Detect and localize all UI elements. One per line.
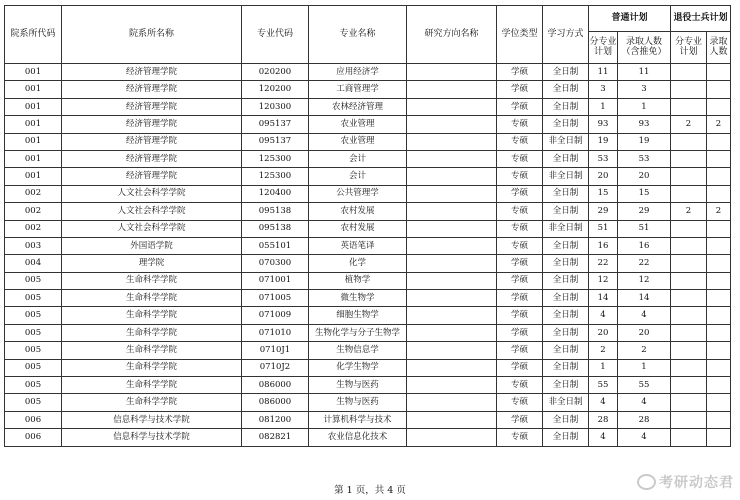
table-row: [5, 255, 731, 272]
cell-veteran-admit: [707, 237, 731, 254]
cell-major-code: 095138: [242, 220, 309, 237]
cell-dept-name: 人文社会科学学院: [62, 185, 242, 202]
cell-veteran-admit: [707, 394, 731, 411]
table-row: [5, 220, 731, 237]
cell-regular-plan: 55: [589, 377, 618, 394]
table-row: [5, 98, 731, 115]
cell-regular-plan: 11: [589, 64, 618, 81]
table-row: [5, 290, 731, 307]
cell-veteran-plan: [671, 394, 707, 411]
header-research-direction: 研究方向名称: [407, 6, 497, 64]
cell-veteran-admit: [707, 64, 731, 81]
cell-degree-type: 学硕: [497, 81, 543, 98]
cell-major-code: 0710J2: [242, 359, 309, 376]
cell-regular-plan: 3: [589, 81, 618, 98]
cell-research-direction: [407, 307, 497, 324]
cell-dept-name: 信息科学与技术学院: [62, 411, 242, 428]
cell-degree-type: 学硕: [497, 342, 543, 359]
table-row: [5, 324, 731, 341]
cell-major-code: 082821: [242, 429, 309, 446]
cell-dept-code: 001: [5, 116, 62, 133]
cell-study-mode: 全日制: [543, 185, 589, 202]
header-study-mode: 学习方式: [543, 6, 589, 64]
cell-major-name: 植物学: [309, 272, 407, 289]
cell-major-name: 生物化学与分子生物学: [309, 324, 407, 341]
header-major-code: 专业代码: [242, 6, 309, 64]
cell-research-direction: [407, 255, 497, 272]
cell-major-name: 微生物学: [309, 290, 407, 307]
cell-major-name: 细胞生物学: [309, 307, 407, 324]
table-header: [5, 6, 731, 64]
cell-major-code: 020200: [242, 64, 309, 81]
cell-major-name: 化学: [309, 255, 407, 272]
cell-degree-type: 学硕: [497, 359, 543, 376]
cell-regular-admit: 4: [618, 307, 671, 324]
cell-dept-code: 001: [5, 81, 62, 98]
cell-veteran-plan: [671, 359, 707, 376]
cell-dept-name: 经济管理学院: [62, 81, 242, 98]
table-row: [5, 411, 731, 428]
table-row: [5, 377, 731, 394]
cell-regular-plan: 29: [589, 203, 618, 220]
cell-veteran-admit: [707, 81, 731, 98]
cell-study-mode: 全日制: [543, 429, 589, 446]
cell-veteran-admit: [707, 255, 731, 272]
cell-dept-name: 生命科学学院: [62, 359, 242, 376]
cell-dept-code: 003: [5, 237, 62, 254]
cell-dept-name: 生命科学学院: [62, 394, 242, 411]
cell-veteran-plan: [671, 168, 707, 185]
cell-regular-admit: 16: [618, 237, 671, 254]
header-major-name: 专业名称: [309, 6, 407, 64]
cell-degree-type: 专硕: [497, 237, 543, 254]
cell-study-mode: 全日制: [543, 237, 589, 254]
cell-major-code: 071009: [242, 307, 309, 324]
cell-research-direction: [407, 394, 497, 411]
header-veteran-sub-plan: 分专业计划: [671, 32, 707, 64]
cell-regular-admit: 12: [618, 272, 671, 289]
cell-dept-name: 生命科学学院: [62, 377, 242, 394]
cell-dept-code: 002: [5, 203, 62, 220]
cell-degree-type: 学硕: [497, 290, 543, 307]
cell-dept-name: 生命科学学院: [62, 272, 242, 289]
header-dept-code: 院系所代码: [5, 6, 62, 64]
cell-dept-name: 生命科学学院: [62, 324, 242, 341]
cell-veteran-admit: [707, 324, 731, 341]
cell-veteran-admit: [707, 220, 731, 237]
table-row: [5, 203, 731, 220]
cell-dept-code: 005: [5, 394, 62, 411]
cell-dept-name: 信息科学与技术学院: [62, 429, 242, 446]
table-row: [5, 394, 731, 411]
cell-study-mode: 非全日制: [543, 220, 589, 237]
cell-major-code: 0710J1: [242, 342, 309, 359]
cell-research-direction: [407, 133, 497, 150]
cell-dept-name: 经济管理学院: [62, 133, 242, 150]
cell-study-mode: 全日制: [543, 81, 589, 98]
cell-dept-code: 006: [5, 411, 62, 428]
table-row: [5, 342, 731, 359]
cell-degree-type: 学硕: [497, 272, 543, 289]
cell-regular-admit: 28: [618, 411, 671, 428]
cell-veteran-plan: [671, 81, 707, 98]
cell-dept-code: 002: [5, 220, 62, 237]
cell-veteran-plan: [671, 98, 707, 115]
cell-dept-code: 006: [5, 429, 62, 446]
cell-study-mode: 全日制: [543, 203, 589, 220]
watermark-text: 考研动态君: [659, 475, 734, 491]
table-row: [5, 359, 731, 376]
cell-major-name: 农村发展: [309, 220, 407, 237]
cell-major-name: 英语笔译: [309, 237, 407, 254]
cell-research-direction: [407, 116, 497, 133]
table-body: [5, 64, 731, 447]
cell-dept-name: 理学院: [62, 255, 242, 272]
cell-major-name: 农业信息化技术: [309, 429, 407, 446]
cell-regular-plan: 28: [589, 411, 618, 428]
table-row: [5, 168, 731, 185]
cell-regular-admit: 93: [618, 116, 671, 133]
cell-major-name: 生物与医药: [309, 377, 407, 394]
cell-regular-plan: 2: [589, 342, 618, 359]
cell-research-direction: [407, 81, 497, 98]
cell-regular-admit: 15: [618, 185, 671, 202]
cell-regular-plan: 51: [589, 220, 618, 237]
cell-regular-plan: 14: [589, 290, 618, 307]
cell-research-direction: [407, 185, 497, 202]
cell-research-direction: [407, 237, 497, 254]
cell-dept-code: 002: [5, 185, 62, 202]
cell-study-mode: 全日制: [543, 272, 589, 289]
cell-major-code: 086000: [242, 377, 309, 394]
cell-study-mode: 全日制: [543, 116, 589, 133]
cell-study-mode: 全日制: [543, 377, 589, 394]
cell-regular-plan: 12: [589, 272, 618, 289]
weibo-icon: [637, 474, 656, 490]
cell-dept-code: 001: [5, 98, 62, 115]
cell-veteran-plan: [671, 133, 707, 150]
cell-research-direction: [407, 64, 497, 81]
header-veteran-plan: 退役士兵计划: [671, 6, 731, 32]
cell-major-code: 125300: [242, 168, 309, 185]
cell-regular-admit: 1: [618, 98, 671, 115]
cell-research-direction: [407, 411, 497, 428]
cell-dept-name: 外国语学院: [62, 237, 242, 254]
cell-dept-name: 经济管理学院: [62, 98, 242, 115]
cell-dept-code: 005: [5, 377, 62, 394]
cell-major-code: 086000: [242, 394, 309, 411]
cell-major-code: 120300: [242, 98, 309, 115]
admission-plan-table: [4, 5, 731, 447]
cell-veteran-plan: [671, 237, 707, 254]
cell-veteran-plan: [671, 185, 707, 202]
cell-degree-type: 专硕: [497, 394, 543, 411]
cell-study-mode: 全日制: [543, 64, 589, 81]
cell-dept-code: 005: [5, 307, 62, 324]
cell-degree-type: 专硕: [497, 133, 543, 150]
cell-degree-type: 专硕: [497, 150, 543, 167]
cell-dept-name: 经济管理学院: [62, 168, 242, 185]
cell-veteran-plan: [671, 411, 707, 428]
cell-regular-plan: 53: [589, 150, 618, 167]
cell-research-direction: [407, 150, 497, 167]
cell-major-code: 120200: [242, 81, 309, 98]
cell-degree-type: 专硕: [497, 429, 543, 446]
cell-veteran-plan: [671, 220, 707, 237]
cell-dept-name: 人文社会科学学院: [62, 203, 242, 220]
table-row: [5, 116, 731, 133]
cell-study-mode: 全日制: [543, 342, 589, 359]
table-row: [5, 237, 731, 254]
cell-degree-type: 专硕: [497, 203, 543, 220]
cell-dept-code: 005: [5, 290, 62, 307]
cell-veteran-admit: [707, 98, 731, 115]
cell-regular-admit: 55: [618, 377, 671, 394]
cell-dept-code: 001: [5, 150, 62, 167]
cell-dept-code: 001: [5, 133, 62, 150]
cell-study-mode: 全日制: [543, 98, 589, 115]
cell-veteran-admit: [707, 272, 731, 289]
cell-veteran-admit: 2: [707, 116, 731, 133]
cell-major-code: 120400: [242, 185, 309, 202]
cell-regular-plan: 1: [589, 98, 618, 115]
cell-regular-admit: 20: [618, 168, 671, 185]
cell-research-direction: [407, 220, 497, 237]
cell-regular-admit: 4: [618, 429, 671, 446]
cell-major-name: 计算机科学与技术: [309, 411, 407, 428]
cell-research-direction: [407, 429, 497, 446]
cell-regular-plan: 20: [589, 324, 618, 341]
cell-regular-plan: 19: [589, 133, 618, 150]
cell-major-code: 071005: [242, 290, 309, 307]
cell-major-name: 农林经济管理: [309, 98, 407, 115]
cell-regular-admit: 1: [618, 359, 671, 376]
table-row: [5, 64, 731, 81]
cell-regular-admit: 14: [618, 290, 671, 307]
cell-research-direction: [407, 98, 497, 115]
cell-veteran-admit: 2: [707, 203, 731, 220]
cell-veteran-admit: [707, 411, 731, 428]
table-row: [5, 307, 731, 324]
cell-major-name: 会计: [309, 150, 407, 167]
cell-regular-plan: 4: [589, 429, 618, 446]
cell-dept-name: 生命科学学院: [62, 290, 242, 307]
cell-dept-code: 005: [5, 324, 62, 341]
cell-study-mode: 非全日制: [543, 394, 589, 411]
cell-dept-code: 005: [5, 359, 62, 376]
table-row: [5, 272, 731, 289]
cell-dept-name: 生命科学学院: [62, 342, 242, 359]
cell-veteran-plan: [671, 255, 707, 272]
cell-veteran-admit: [707, 377, 731, 394]
cell-degree-type: 专硕: [497, 377, 543, 394]
cell-veteran-admit: [707, 133, 731, 150]
cell-dept-name: 经济管理学院: [62, 116, 242, 133]
cell-degree-type: 学硕: [497, 64, 543, 81]
cell-major-name: 工商管理学: [309, 81, 407, 98]
cell-major-name: 生物信息学: [309, 342, 407, 359]
cell-degree-type: 专硕: [497, 168, 543, 185]
cell-veteran-plan: [671, 272, 707, 289]
cell-veteran-plan: [671, 64, 707, 81]
cell-major-code: 095137: [242, 116, 309, 133]
cell-veteran-admit: [707, 290, 731, 307]
cell-major-code: 125300: [242, 150, 309, 167]
cell-veteran-admit: [707, 359, 731, 376]
cell-major-name: 化学生物学: [309, 359, 407, 376]
cell-major-name: 应用经济学: [309, 64, 407, 81]
cell-veteran-plan: [671, 429, 707, 446]
cell-degree-type: 学硕: [497, 185, 543, 202]
cell-veteran-admit: [707, 185, 731, 202]
cell-regular-plan: 20: [589, 168, 618, 185]
cell-study-mode: 全日制: [543, 255, 589, 272]
cell-major-code: 081200: [242, 411, 309, 428]
cell-degree-type: 学硕: [497, 411, 543, 428]
cell-veteran-plan: 2: [671, 116, 707, 133]
table-row: [5, 150, 731, 167]
cell-research-direction: [407, 359, 497, 376]
cell-study-mode: 全日制: [543, 359, 589, 376]
cell-major-code: 055101: [242, 237, 309, 254]
cell-regular-admit: 4: [618, 394, 671, 411]
header-regular-plan: 普通计划: [589, 6, 671, 32]
cell-regular-plan: 22: [589, 255, 618, 272]
cell-major-name: 农村发展: [309, 203, 407, 220]
cell-degree-type: 学硕: [497, 98, 543, 115]
cell-study-mode: 全日制: [543, 290, 589, 307]
cell-degree-type: 专硕: [497, 220, 543, 237]
cell-regular-plan: 4: [589, 394, 618, 411]
cell-regular-admit: 20: [618, 324, 671, 341]
cell-regular-plan: 15: [589, 185, 618, 202]
cell-research-direction: [407, 324, 497, 341]
cell-major-name: 生物与医药: [309, 394, 407, 411]
cell-major-name: 农业管理: [309, 133, 407, 150]
cell-regular-plan: 4: [589, 307, 618, 324]
header-regular-admit: 录取人数（含推免）: [618, 32, 671, 64]
cell-major-name: 公共管理学: [309, 185, 407, 202]
cell-dept-code: 001: [5, 168, 62, 185]
table-row: [5, 185, 731, 202]
cell-regular-admit: 2: [618, 342, 671, 359]
cell-degree-type: 学硕: [497, 255, 543, 272]
cell-dept-code: 004: [5, 255, 62, 272]
cell-veteran-admit: [707, 150, 731, 167]
cell-regular-plan: 93: [589, 116, 618, 133]
header-dept-name: 院系所名称: [62, 6, 242, 64]
table-row: [5, 429, 731, 446]
cell-research-direction: [407, 377, 497, 394]
cell-degree-type: 学硕: [497, 307, 543, 324]
cell-veteran-admit: [707, 307, 731, 324]
cell-study-mode: 非全日制: [543, 133, 589, 150]
cell-major-name: 会计: [309, 168, 407, 185]
cell-veteran-plan: 2: [671, 203, 707, 220]
cell-degree-type: 专硕: [497, 116, 543, 133]
cell-major-code: 095138: [242, 203, 309, 220]
cell-veteran-plan: [671, 342, 707, 359]
cell-dept-code: 001: [5, 64, 62, 81]
cell-research-direction: [407, 342, 497, 359]
watermark: [637, 472, 734, 492]
cell-veteran-plan: [671, 307, 707, 324]
header-regular-sub-plan: 分专业计划: [589, 32, 618, 64]
cell-regular-admit: 11: [618, 64, 671, 81]
cell-study-mode: 全日制: [543, 411, 589, 428]
cell-veteran-admit: [707, 429, 731, 446]
cell-research-direction: [407, 272, 497, 289]
cell-regular-admit: 3: [618, 81, 671, 98]
cell-study-mode: 全日制: [543, 150, 589, 167]
cell-study-mode: 全日制: [543, 324, 589, 341]
cell-study-mode: 非全日制: [543, 168, 589, 185]
cell-veteran-admit: [707, 342, 731, 359]
cell-dept-name: 生命科学学院: [62, 307, 242, 324]
cell-research-direction: [407, 168, 497, 185]
cell-degree-type: 学硕: [497, 324, 543, 341]
cell-dept-code: 005: [5, 342, 62, 359]
table-row: [5, 81, 731, 98]
cell-regular-admit: 51: [618, 220, 671, 237]
cell-veteran-plan: [671, 290, 707, 307]
header-degree-type: 学位类型: [497, 6, 543, 64]
cell-major-name: 农业管理: [309, 116, 407, 133]
cell-regular-admit: 22: [618, 255, 671, 272]
cell-dept-name: 人文社会科学学院: [62, 220, 242, 237]
cell-regular-plan: 1: [589, 359, 618, 376]
admission-table-container: [4, 5, 731, 447]
cell-research-direction: [407, 203, 497, 220]
cell-major-code: 070300: [242, 255, 309, 272]
cell-dept-name: 经济管理学院: [62, 150, 242, 167]
cell-study-mode: 全日制: [543, 307, 589, 324]
cell-regular-admit: 29: [618, 203, 671, 220]
cell-research-direction: [407, 290, 497, 307]
cell-major-code: 095137: [242, 133, 309, 150]
cell-major-code: 071010: [242, 324, 309, 341]
cell-dept-code: 005: [5, 272, 62, 289]
cell-veteran-plan: [671, 377, 707, 394]
cell-dept-name: 经济管理学院: [62, 64, 242, 81]
cell-regular-admit: 53: [618, 150, 671, 167]
cell-regular-admit: 19: [618, 133, 671, 150]
header-veteran-admit: 录取人数: [707, 32, 731, 64]
table-row: [5, 133, 731, 150]
cell-veteran-admit: [707, 168, 731, 185]
cell-veteran-plan: [671, 324, 707, 341]
cell-major-code: 071001: [242, 272, 309, 289]
cell-regular-plan: 16: [589, 237, 618, 254]
page-footer: 第 1 页，共 4 页: [334, 485, 406, 496]
cell-veteran-plan: [671, 150, 707, 167]
